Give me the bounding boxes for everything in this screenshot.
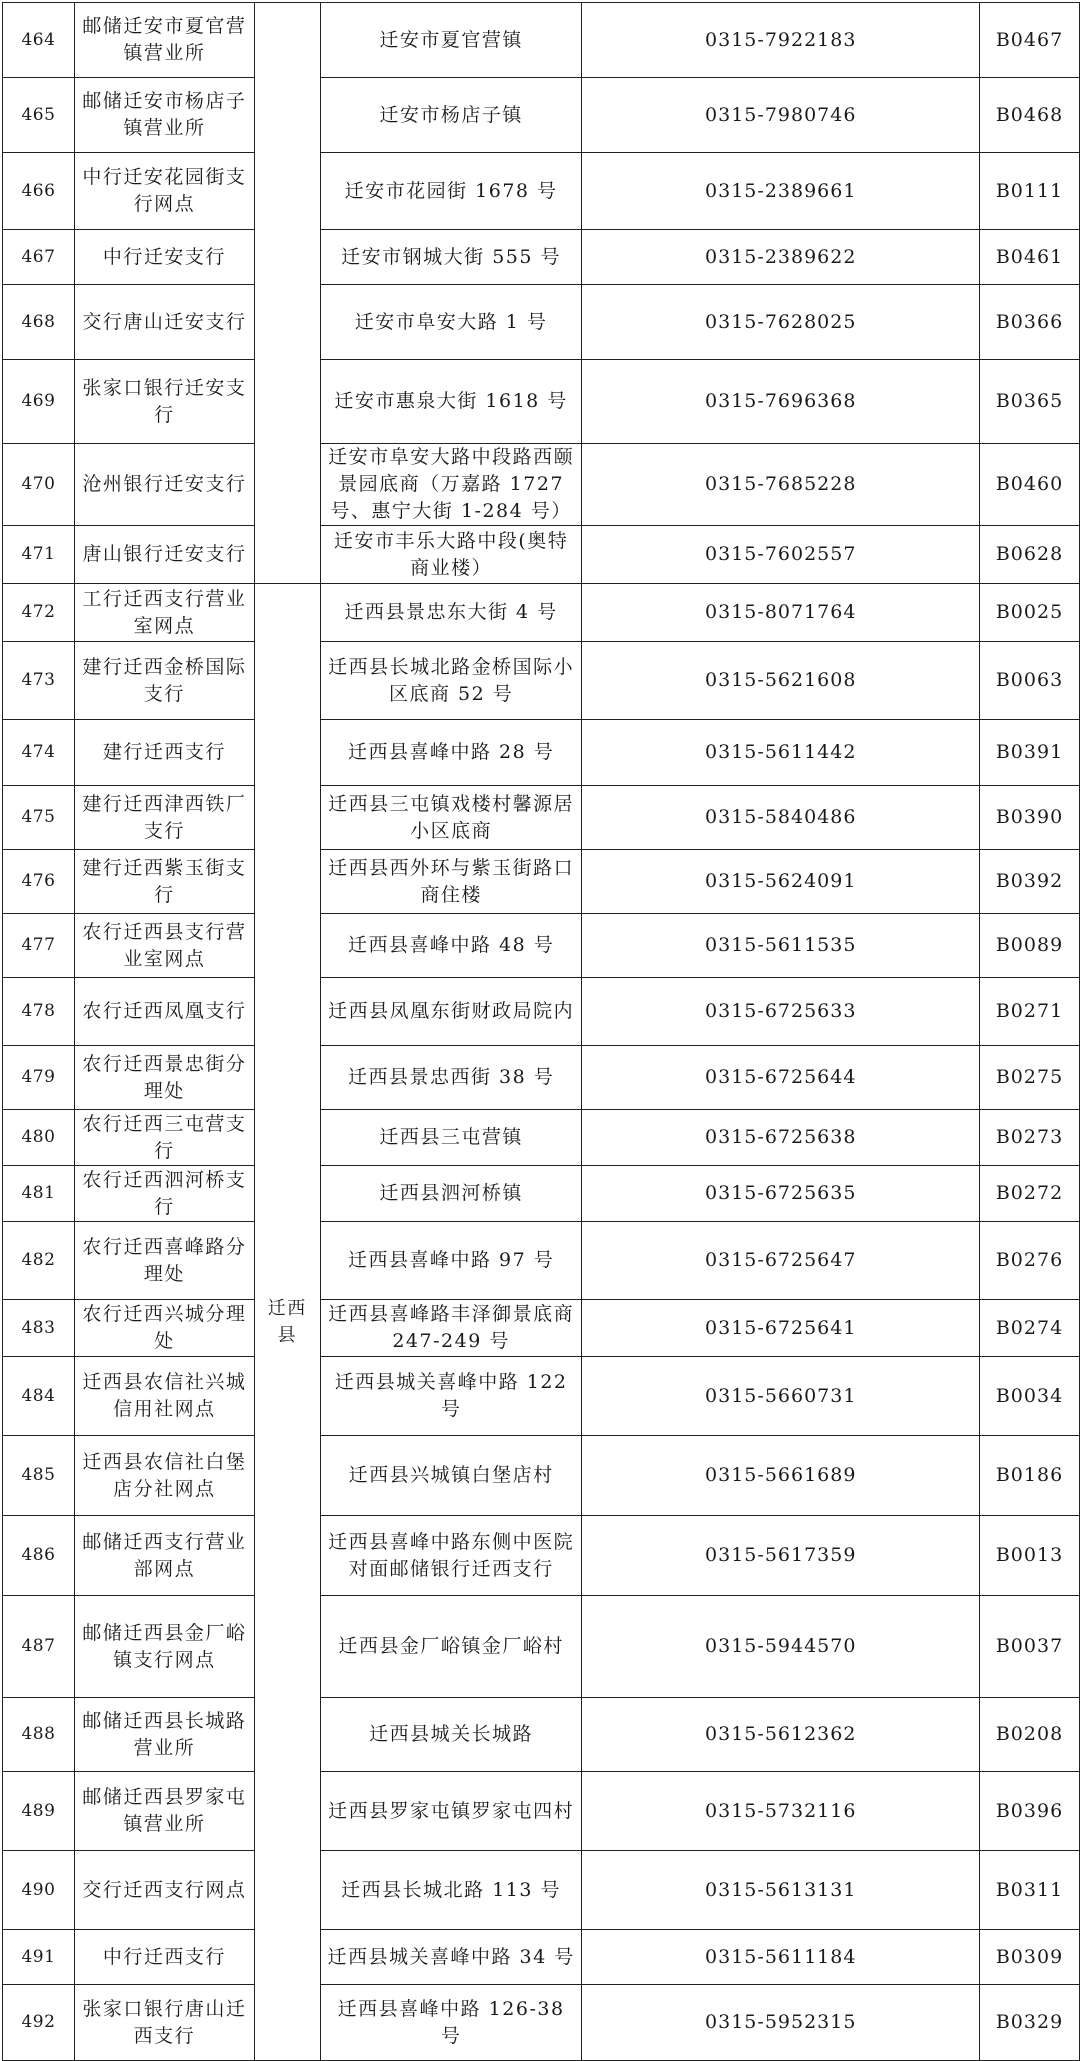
branch-name-cell: 迁西县农信社兴城信用社网点 [74, 1357, 254, 1436]
table-row [3, 1930, 1080, 1985]
branch-name-cell: 农行迁西景忠街分理处 [74, 1046, 254, 1110]
phone-cell: 0315-5944570 [582, 1596, 980, 1698]
code-cell: B0460 [980, 444, 1080, 526]
address-cell: 迁西县三屯镇戏楼村馨源居小区底商 [320, 786, 582, 850]
address-cell: 迁西县兴城镇白堡店村 [320, 1436, 582, 1516]
branch-name-cell: 迁西县农信社白堡店分社网点 [74, 1436, 254, 1516]
address-cell: 迁安市钢城大街 555 号 [320, 230, 582, 285]
code-cell: B0311 [980, 1851, 1080, 1930]
table-row [3, 1698, 1080, 1772]
phone-cell: 0315-6725641 [582, 1300, 980, 1357]
county-cell-qianxi: 迁西县 [254, 584, 320, 2061]
address-cell: 迁安市丰乐大路中段(奥特商业楼） [320, 526, 582, 584]
code-cell: B0273 [980, 1110, 1080, 1166]
table-row [3, 3, 1080, 78]
table-row [3, 1596, 1080, 1698]
address-cell: 迁安市惠泉大街 1618 号 [320, 360, 582, 444]
row-number-cell: 489 [3, 1772, 75, 1851]
row-number-cell: 479 [3, 1046, 75, 1110]
table-row [3, 78, 1080, 153]
phone-cell: 0315-7685228 [582, 444, 980, 526]
address-cell: 迁西县泗河桥镇 [320, 1166, 582, 1222]
phone-cell: 0315-5661689 [582, 1436, 980, 1516]
code-cell: B0329 [980, 1985, 1080, 2061]
branch-name-cell: 农行迁西喜峰路分理处 [74, 1222, 254, 1300]
row-number-cell: 474 [3, 720, 75, 786]
address-cell: 迁安市杨店子镇 [320, 78, 582, 153]
table-row [3, 642, 1080, 720]
row-number-cell: 478 [3, 978, 75, 1046]
row-number-cell: 472 [3, 584, 75, 642]
address-cell: 迁西县西外环与紫玉街路口商住楼 [320, 850, 582, 914]
row-number-cell: 476 [3, 850, 75, 914]
phone-cell: 0315-5611184 [582, 1930, 980, 1985]
branch-name-cell: 邮储迁西支行营业部网点 [74, 1516, 254, 1596]
branch-name-cell: 建行迁西紫玉街支行 [74, 850, 254, 914]
address-cell: 迁西县金厂峪镇金厂峪村 [320, 1596, 582, 1698]
phone-cell: 0315-6725633 [582, 978, 980, 1046]
table-row [3, 850, 1080, 914]
table-row [3, 153, 1080, 230]
row-number-cell: 480 [3, 1110, 75, 1166]
address-cell: 迁西县城关长城路 [320, 1698, 582, 1772]
branch-name-cell: 交行唐山迁安支行 [74, 285, 254, 360]
row-number-cell: 468 [3, 285, 75, 360]
row-number-cell: 465 [3, 78, 75, 153]
address-cell: 迁安市花园街 1678 号 [320, 153, 582, 230]
branch-name-cell: 农行迁西泗河桥支行 [74, 1166, 254, 1222]
row-number-cell: 487 [3, 1596, 75, 1698]
row-number-cell: 477 [3, 914, 75, 978]
branch-name-cell: 建行迁西津西铁厂支行 [74, 786, 254, 850]
table-row [3, 584, 1080, 642]
branch-name-cell: 农行迁西凤凰支行 [74, 978, 254, 1046]
branch-name-cell: 邮储迁安市夏官营镇营业所 [74, 3, 254, 78]
code-cell: B0111 [980, 153, 1080, 230]
code-cell: B0309 [980, 1930, 1080, 1985]
code-cell: B0468 [980, 78, 1080, 153]
row-number-cell: 484 [3, 1357, 75, 1436]
row-number-cell: 473 [3, 642, 75, 720]
table-row [3, 1851, 1080, 1930]
phone-cell: 0315-6725644 [582, 1046, 980, 1110]
code-cell: B0037 [980, 1596, 1080, 1698]
phone-cell: 0315-5732116 [582, 1772, 980, 1851]
phone-cell: 0315-8071764 [582, 584, 980, 642]
table-row [3, 444, 1080, 526]
row-number-cell: 469 [3, 360, 75, 444]
branch-name-cell: 唐山银行迁安支行 [74, 526, 254, 584]
branch-name-cell: 邮储迁西县罗家屯镇营业所 [74, 1772, 254, 1851]
table-row [3, 526, 1080, 584]
phone-cell: 0315-7602557 [582, 526, 980, 584]
table-row [3, 720, 1080, 786]
phone-cell: 0315-5617359 [582, 1516, 980, 1596]
phone-cell: 0315-6725635 [582, 1166, 980, 1222]
code-cell: B0089 [980, 914, 1080, 978]
row-number-cell: 466 [3, 153, 75, 230]
phone-cell: 0315-2389661 [582, 153, 980, 230]
address-cell: 迁安市阜安大路中段路西颐景园底商（万嘉路 1727 号、惠宁大街 1-284 号） [320, 444, 582, 526]
branch-name-cell: 工行迁西支行营业室网点 [74, 584, 254, 642]
code-cell: B0628 [980, 526, 1080, 584]
branch-name-cell: 邮储迁西县金厂峪镇支行网点 [74, 1596, 254, 1698]
code-cell: B0365 [980, 360, 1080, 444]
branch-name-cell: 邮储迁安市杨店子镇营业所 [74, 78, 254, 153]
code-cell: B0366 [980, 285, 1080, 360]
address-cell: 迁西县长城北路 113 号 [320, 1851, 582, 1930]
phone-cell: 0315-5621608 [582, 642, 980, 720]
code-cell: B0467 [980, 3, 1080, 78]
address-cell: 迁西县喜峰中路东侧中医院对面邮储银行迁西支行 [320, 1516, 582, 1596]
phone-cell: 0315-7922183 [582, 3, 980, 78]
row-number-cell: 490 [3, 1851, 75, 1930]
address-cell: 迁西县城关喜峰中路 122 号 [320, 1357, 582, 1436]
address-cell: 迁安市阜安大路 1 号 [320, 285, 582, 360]
table-row [3, 1166, 1080, 1222]
table-row [3, 1110, 1080, 1166]
code-cell: B0396 [980, 1772, 1080, 1851]
table-row [3, 914, 1080, 978]
phone-cell: 0315-5952315 [582, 1985, 980, 2061]
branch-name-cell: 农行迁西县支行营业室网点 [74, 914, 254, 978]
address-cell: 迁西县凤凰东街财政局院内 [320, 978, 582, 1046]
table-row [3, 360, 1080, 444]
code-cell: B0274 [980, 1300, 1080, 1357]
code-cell: B0390 [980, 786, 1080, 850]
row-number-cell: 467 [3, 230, 75, 285]
address-cell: 迁西县喜峰中路 97 号 [320, 1222, 582, 1300]
branch-name-cell: 农行迁西兴城分理处 [74, 1300, 254, 1357]
phone-cell: 0315-5840486 [582, 786, 980, 850]
address-cell: 迁西县喜峰中路 28 号 [320, 720, 582, 786]
table-row [3, 285, 1080, 360]
row-number-cell: 491 [3, 1930, 75, 1985]
phone-cell: 0315-2389622 [582, 230, 980, 285]
table-row [3, 1436, 1080, 1516]
branch-name-cell: 张家口银行唐山迁西支行 [74, 1985, 254, 2061]
address-cell: 迁西县喜峰中路 48 号 [320, 914, 582, 978]
table-row [3, 230, 1080, 285]
row-number-cell: 464 [3, 3, 75, 78]
table-row [3, 1300, 1080, 1357]
code-cell: B0271 [980, 978, 1080, 1046]
phone-cell: 0315-5611442 [582, 720, 980, 786]
branch-name-cell: 中行迁安支行 [74, 230, 254, 285]
address-cell: 迁西县长城北路金桥国际小区底商 52 号 [320, 642, 582, 720]
branch-name-cell: 农行迁西三屯营支行 [74, 1110, 254, 1166]
code-cell: B0034 [980, 1357, 1080, 1436]
phone-cell: 0315-6725638 [582, 1110, 980, 1166]
code-cell: B0275 [980, 1046, 1080, 1110]
address-cell: 迁安市夏官营镇 [320, 3, 582, 78]
table-row [3, 1222, 1080, 1300]
row-number-cell: 485 [3, 1436, 75, 1516]
code-cell: B0392 [980, 850, 1080, 914]
row-number-cell: 483 [3, 1300, 75, 1357]
code-cell: B0461 [980, 230, 1080, 285]
branch-table [2, 2, 1080, 2061]
branch-name-cell: 中行迁安花园街支行网点 [74, 153, 254, 230]
branch-name-cell: 张家口银行迁安支行 [74, 360, 254, 444]
code-cell: B0208 [980, 1698, 1080, 1772]
phone-cell: 0315-5660731 [582, 1357, 980, 1436]
table-row [3, 1357, 1080, 1436]
code-cell: B0276 [980, 1222, 1080, 1300]
row-number-cell: 475 [3, 786, 75, 850]
address-cell: 迁西县罗家屯镇罗家屯四村 [320, 1772, 582, 1851]
code-cell: B0013 [980, 1516, 1080, 1596]
address-cell: 迁西县城关喜峰中路 34 号 [320, 1930, 582, 1985]
row-number-cell: 470 [3, 444, 75, 526]
row-number-cell: 492 [3, 1985, 75, 2061]
table-row [3, 1046, 1080, 1110]
address-cell: 迁西县喜峰中路 126-38 号 [320, 1985, 582, 2061]
table-row [3, 978, 1080, 1046]
table-row [3, 1516, 1080, 1596]
branch-name-cell: 邮储迁西县长城路营业所 [74, 1698, 254, 1772]
phone-cell: 0315-5612362 [582, 1698, 980, 1772]
phone-cell: 0315-7980746 [582, 78, 980, 153]
address-cell: 迁西县景忠西街 38 号 [320, 1046, 582, 1110]
table-row [3, 1985, 1080, 2061]
phone-cell: 0315-6725647 [582, 1222, 980, 1300]
phone-cell: 0315-7628025 [582, 285, 980, 360]
address-cell: 迁西县三屯营镇 [320, 1110, 582, 1166]
address-cell: 迁西县景忠东大街 4 号 [320, 584, 582, 642]
row-number-cell: 481 [3, 1166, 75, 1222]
code-cell: B0186 [980, 1436, 1080, 1516]
address-cell: 迁西县喜峰路丰泽御景底商 247-249 号 [320, 1300, 582, 1357]
branch-name-cell: 建行迁西支行 [74, 720, 254, 786]
phone-cell: 0315-5611535 [582, 914, 980, 978]
phone-cell: 0315-5613131 [582, 1851, 980, 1930]
branch-name-cell: 建行迁西金桥国际支行 [74, 642, 254, 720]
row-number-cell: 471 [3, 526, 75, 584]
code-cell: B0063 [980, 642, 1080, 720]
table-row [3, 1772, 1080, 1851]
row-number-cell: 486 [3, 1516, 75, 1596]
row-number-cell: 488 [3, 1698, 75, 1772]
branch-name-cell: 沧州银行迁安支行 [74, 444, 254, 526]
phone-cell: 0315-5624091 [582, 850, 980, 914]
branch-name-cell: 交行迁西支行网点 [74, 1851, 254, 1930]
branch-name-cell: 中行迁西支行 [74, 1930, 254, 1985]
table-row [3, 786, 1080, 850]
row-number-cell: 482 [3, 1222, 75, 1300]
code-cell: B0391 [980, 720, 1080, 786]
code-cell: B0025 [980, 584, 1080, 642]
code-cell: B0272 [980, 1166, 1080, 1222]
phone-cell: 0315-7696368 [582, 360, 980, 444]
county-cell-qianan [254, 3, 320, 584]
